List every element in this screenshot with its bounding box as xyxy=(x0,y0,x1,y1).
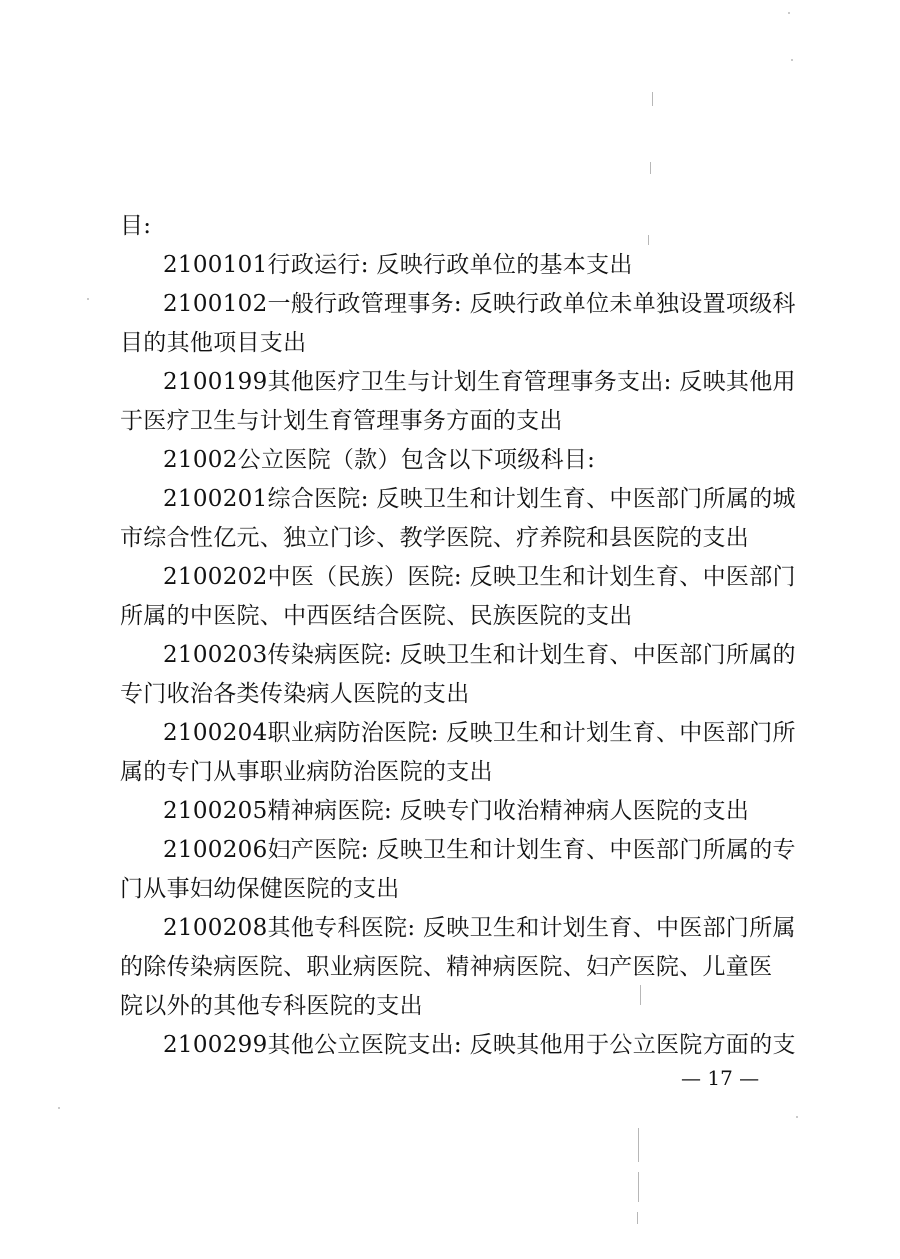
body-text-line: 院以外的其他专科医院的支出 xyxy=(120,993,423,1019)
body-text-line: 门从事妇幼保健医院的支出 xyxy=(120,876,400,902)
binding-mark xyxy=(652,92,653,106)
body-text-line: 于医疗卫生与计划生育管理事务方面的支出 xyxy=(120,408,563,434)
speck xyxy=(788,12,790,14)
body-text-line: 2100202中医（民族）医院: 反映卫生和计划生育、中医部门 xyxy=(163,564,796,590)
body-text-line: 目的其他项目支出 xyxy=(120,330,307,356)
body-text-line: 21002公立医院（款）包含以下项级科目: xyxy=(163,447,596,473)
body-text-line: 2100299其他公立医院支出: 反映其他用于公立医院方面的支 xyxy=(163,1032,796,1058)
body-text-line: 2100205精神病医院: 反映专门收治精神病人医院的支出 xyxy=(163,798,750,824)
body-text-line: 2100206妇产医院: 反映卫生和计划生育、中医部门所属的专 xyxy=(163,837,796,863)
body-text-line: 2100102一般行政管理事务: 反映行政单位未单独设置项级科 xyxy=(163,291,796,317)
binding-mark xyxy=(650,162,651,174)
speck xyxy=(58,1107,60,1109)
speck xyxy=(791,59,793,61)
body-text-line: 专门收治各类传染病人医院的支出 xyxy=(120,681,470,707)
speck xyxy=(796,1116,798,1118)
body-text-line: 2100101行政运行: 反映行政单位的基本支出 xyxy=(163,252,633,278)
body-text-line: 2100208其他专科医院: 反映卫生和计划生育、中医部门所属 xyxy=(163,915,796,941)
binding-mark xyxy=(638,1128,639,1162)
binding-mark xyxy=(637,1212,638,1224)
body-text-line: 属的专门从事职业病防治医院的支出 xyxy=(120,759,493,785)
body-text-line: 目: xyxy=(120,213,152,239)
page-number: — 17 — xyxy=(681,1066,760,1090)
body-text-line: 2100201综合医院: 反映卫生和计划生育、中医部门所属的城 xyxy=(163,486,796,512)
body-text-line: 所属的中医院、中西医结合医院、民族医院的支出 xyxy=(120,603,633,629)
body-text-line: 2100204职业病防治医院: 反映卫生和计划生育、中医部门所 xyxy=(163,720,796,746)
speck xyxy=(87,298,89,300)
body-text-line: 市综合性亿元、独立门诊、教学医院、疗养院和县医院的支出 xyxy=(120,525,750,551)
body-text-line: 2100203传染病医院: 反映卫生和计划生育、中医部门所属的 xyxy=(163,642,796,668)
body-text-line: 的除传染病医院、职业病医院、精神病医院、妇产医院、儿童医 xyxy=(120,954,773,980)
body-text-line: 2100199其他医疗卫生与计划生育管理事务支出: 反映其他用 xyxy=(163,369,796,395)
binding-mark xyxy=(638,1172,639,1202)
